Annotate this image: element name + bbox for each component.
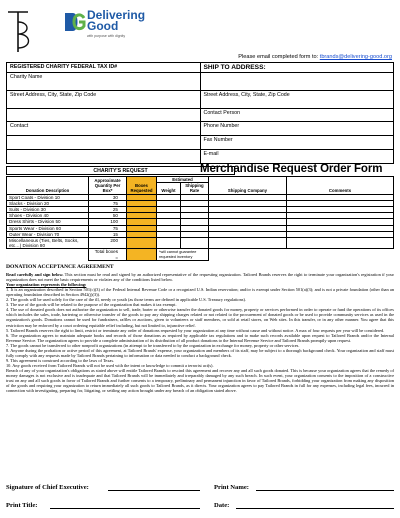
boxes-input[interactable] bbox=[127, 238, 157, 249]
contact-person-field[interactable]: Contact Person bbox=[200, 109, 394, 122]
tax-id-field[interactable]: REGISTERED CHARITY FEDERAL TAX ID# bbox=[7, 63, 201, 73]
total-boxes-label: Total boxes = bbox=[89, 249, 127, 260]
contact-field[interactable]: Contact bbox=[7, 122, 201, 136]
email-instruction bbox=[238, 54, 392, 60]
item-description: Dress Shirts - Division 50 bbox=[7, 219, 89, 225]
col-description: Donation Description bbox=[7, 177, 89, 195]
charity-address-blank[interactable] bbox=[7, 109, 201, 122]
weight-input[interactable] bbox=[157, 238, 181, 249]
date-label: Date: bbox=[214, 502, 230, 509]
item-qty: 75 bbox=[89, 200, 127, 206]
email-instruction-text: Please email completed form to: bbox=[238, 54, 320, 60]
agreement-clause: 9. This agreement is construed according to the laws of Texas. bbox=[6, 357, 115, 363]
agreement-clause: 7. The goods cannot be transferred to other nonprofit organizations (in attempt to be transferred to by the organization in exchange for money, property or other services. bbox=[6, 342, 300, 348]
agreement-intro bbox=[6, 272, 394, 282]
agreement-clause: 4. The use of donated goods does not authorize the organization to sell, trade, barter or otherwise transfer the donated goods for money, property or services performed in order to operate or fund the operations of its offices which includes the sales, trade, bartering or otherwise transfer of the goods to pay any shipping charges related or not related to the procurement of donated goods or be used to provide community services as used in the organization's goods. Donations cannot be used for fundraisers, raffles or auctions, given to volunteers or staff members, or sold at retail stores, on Web sites. In this transfer, or in any other manner. You agree that this restriction may be enforced by a court ordering equitable relief including, but not limited to, injunctive relief. bbox=[6, 307, 394, 328]
print-name-line[interactable] bbox=[256, 490, 394, 491]
agreement-clause: 2. The goods will be used solely for the care of the ill, needy or youth (as those terms are defined in applicable U.S. Treasury regulations). bbox=[6, 297, 246, 303]
col-estimated: Estimated bbox=[157, 177, 209, 183]
item-qty: 15 bbox=[89, 231, 127, 237]
spacer bbox=[209, 249, 287, 260]
company-input[interactable] bbox=[209, 238, 287, 249]
spacer bbox=[287, 249, 394, 260]
print-name-label: Print Name: bbox=[214, 484, 249, 491]
donation-agreement bbox=[6, 265, 394, 393]
tailored-brands-logo bbox=[6, 8, 32, 56]
item-description: Slacks - Division 20 bbox=[7, 200, 89, 206]
item-qty: 100 bbox=[89, 219, 127, 225]
merchandise-request-table bbox=[6, 176, 394, 261]
phone-field[interactable]: Phone Number bbox=[200, 122, 394, 136]
item-qty: 75 bbox=[89, 225, 127, 231]
item-description: Suits - Division 30 bbox=[7, 207, 89, 213]
print-title-line[interactable] bbox=[50, 508, 200, 509]
agreement-intro-text: This section must be read and signed by an authorized representative of the requesting organization. Tailored Brands reserves the right to terminate your organization's registration if your organization does not meet the basic requirements or violates any of the conditions listed below. bbox=[6, 272, 394, 283]
form-title: Merchandise Request Order Form bbox=[200, 163, 383, 175]
agreement-clause: 3. The use of the goods will be related to the purpose of the organization that makes it tax exempt. bbox=[6, 302, 177, 308]
col-weight: Weight bbox=[157, 183, 181, 194]
charity-name-field[interactable]: Charity Name bbox=[7, 73, 201, 91]
spacer bbox=[7, 249, 89, 260]
item-description: Miscellaneous (Ties, Belts, Socks, etc…) Division 80 bbox=[7, 238, 89, 249]
item-qty: 50 bbox=[89, 213, 127, 219]
col-shipping-rate: Shipping Rate bbox=[181, 183, 209, 194]
agreement-clause: 5. Tailored Brands reserves the right to limit, restrict or terminate any order of donations requested by your organization at any time without cause and without notice. A max of four requests per year will be considered. bbox=[6, 327, 385, 333]
ship-address-field[interactable]: Street Address, City, State, Zip Code bbox=[200, 91, 394, 109]
agreement-clause: 8. Anyone during the probation or active period of this agreement, at Tailored Brands' expense, your organization and members of its staff, may be subject to a thorough background check. Your organization and staff must fully comply with any requests made by Tailored Brands pertaining to information or data needed to conduct a background check. bbox=[6, 347, 394, 358]
charity-info-table bbox=[6, 62, 394, 164]
print-title-label: Print Title: bbox=[6, 502, 38, 509]
agreement-intro-bold: Read carefully and sign below. bbox=[6, 272, 64, 278]
contact-blank[interactable] bbox=[7, 136, 201, 150]
col-comments: Comments bbox=[287, 177, 394, 195]
item-description: Sports Wear - Division 60 bbox=[7, 225, 89, 231]
col-shipping-company: Shipping Company bbox=[209, 177, 287, 195]
rate-input[interactable] bbox=[181, 238, 209, 249]
date-line[interactable] bbox=[236, 508, 394, 509]
chief-exec-signature-label: Signature of Chief Executive: bbox=[6, 484, 89, 491]
agreement-breach: Breach of any of your organization's obligations as stated above will entitle Tailored Brands to rescind this agreement and recover any and all such goods donated. This is because your organization agrees that the remedy of money damages is not exclusive and is inadequate and that Tailored Brands will be immediately and irreparably damaged by any such breach. In such event, your organization consents to the imposition of a constructive trust on any and all such goods in favor of Tailored Brands and further consents to a temporary, preliminary and permanent injunction in favor of Tailored Brands, forbidding your organization from making any disposition of the goods and requiring your organization to return immediately all such goods to Tailored Brands, as it directs. Your organization agrees to pay Tailored Brands in full for any expenses, including legal fees, incurred in connection with investigating, preparing for, litigating, or settling any action brought under any breach of an obligation stated above. bbox=[6, 367, 394, 394]
email-link[interactable]: tbrands@delivering-good.org bbox=[319, 54, 392, 60]
delivering-good-mark-icon bbox=[62, 10, 86, 34]
agreement-clause: 6. The organization agrees to maintain adequate books and records of those donations as required by applicable tax regulations and to make such records available upon request to Tailored Brands and/or the Internal Revenue Service. The organization agrees to provide a complete administration of its distribution of all product donations to the Internal Revenue Service and Tailored Brands promptly upon request. bbox=[6, 332, 394, 343]
email-field[interactable]: E-mail bbox=[200, 150, 394, 164]
agreement-clause: 1. It is an organization described in Section 501(c)(3) of the Federal Internal Revenue Code or a recognized U.S. Indian reservation; and/or is exempt under Section 501(a)(3); and is not a private foundation (other than an operating foundation described in Section 4942(j)(3)). bbox=[6, 287, 394, 298]
col-approx-qty: Approximate Quantity Per Box* bbox=[89, 177, 127, 195]
item-description: Shoes - Division 40 bbox=[7, 213, 89, 219]
item-qty: 25 bbox=[89, 207, 127, 213]
col-boxes-requested: Boxes Requested bbox=[127, 177, 157, 195]
table-row bbox=[7, 238, 394, 249]
chief-exec-signature-line[interactable] bbox=[108, 490, 200, 491]
charity-request-heading: CHARITY'S REQUEST bbox=[6, 166, 235, 175]
item-description: Outer Wear - Division 70 bbox=[7, 231, 89, 237]
comments-input[interactable] bbox=[287, 238, 394, 249]
agreement-rep-heading: Your organization represents the following: bbox=[6, 282, 87, 288]
brand-name: Delivering Good bbox=[87, 8, 146, 33]
agreement-clause: 10. Any goods received from Tailored Brands will not be used with the intent or knowledge to commit a terrorist act(s). bbox=[6, 362, 214, 368]
fax-field[interactable]: Fax Number bbox=[200, 136, 394, 150]
item-description: Sport Coats - Division 10 bbox=[7, 194, 89, 200]
item-qty: 30 bbox=[89, 194, 127, 200]
contact-blank-2[interactable] bbox=[7, 150, 201, 164]
ship-to-blank[interactable] bbox=[200, 73, 394, 91]
charity-address-field[interactable]: Street Address, City, State, Zip Code bbox=[7, 91, 201, 109]
ship-to-heading: SHIP TO ADDRESS: bbox=[200, 63, 394, 73]
inventory-note: *will cannot guarantee requested inventory bbox=[157, 249, 209, 260]
agreement-title: DONATION ACCEPTANCE AGREEMENT bbox=[6, 264, 114, 270]
brand-tagline: with purpose with dignity bbox=[87, 34, 126, 38]
total-boxes-input[interactable] bbox=[127, 249, 157, 260]
item-qty: 200 bbox=[89, 238, 127, 249]
